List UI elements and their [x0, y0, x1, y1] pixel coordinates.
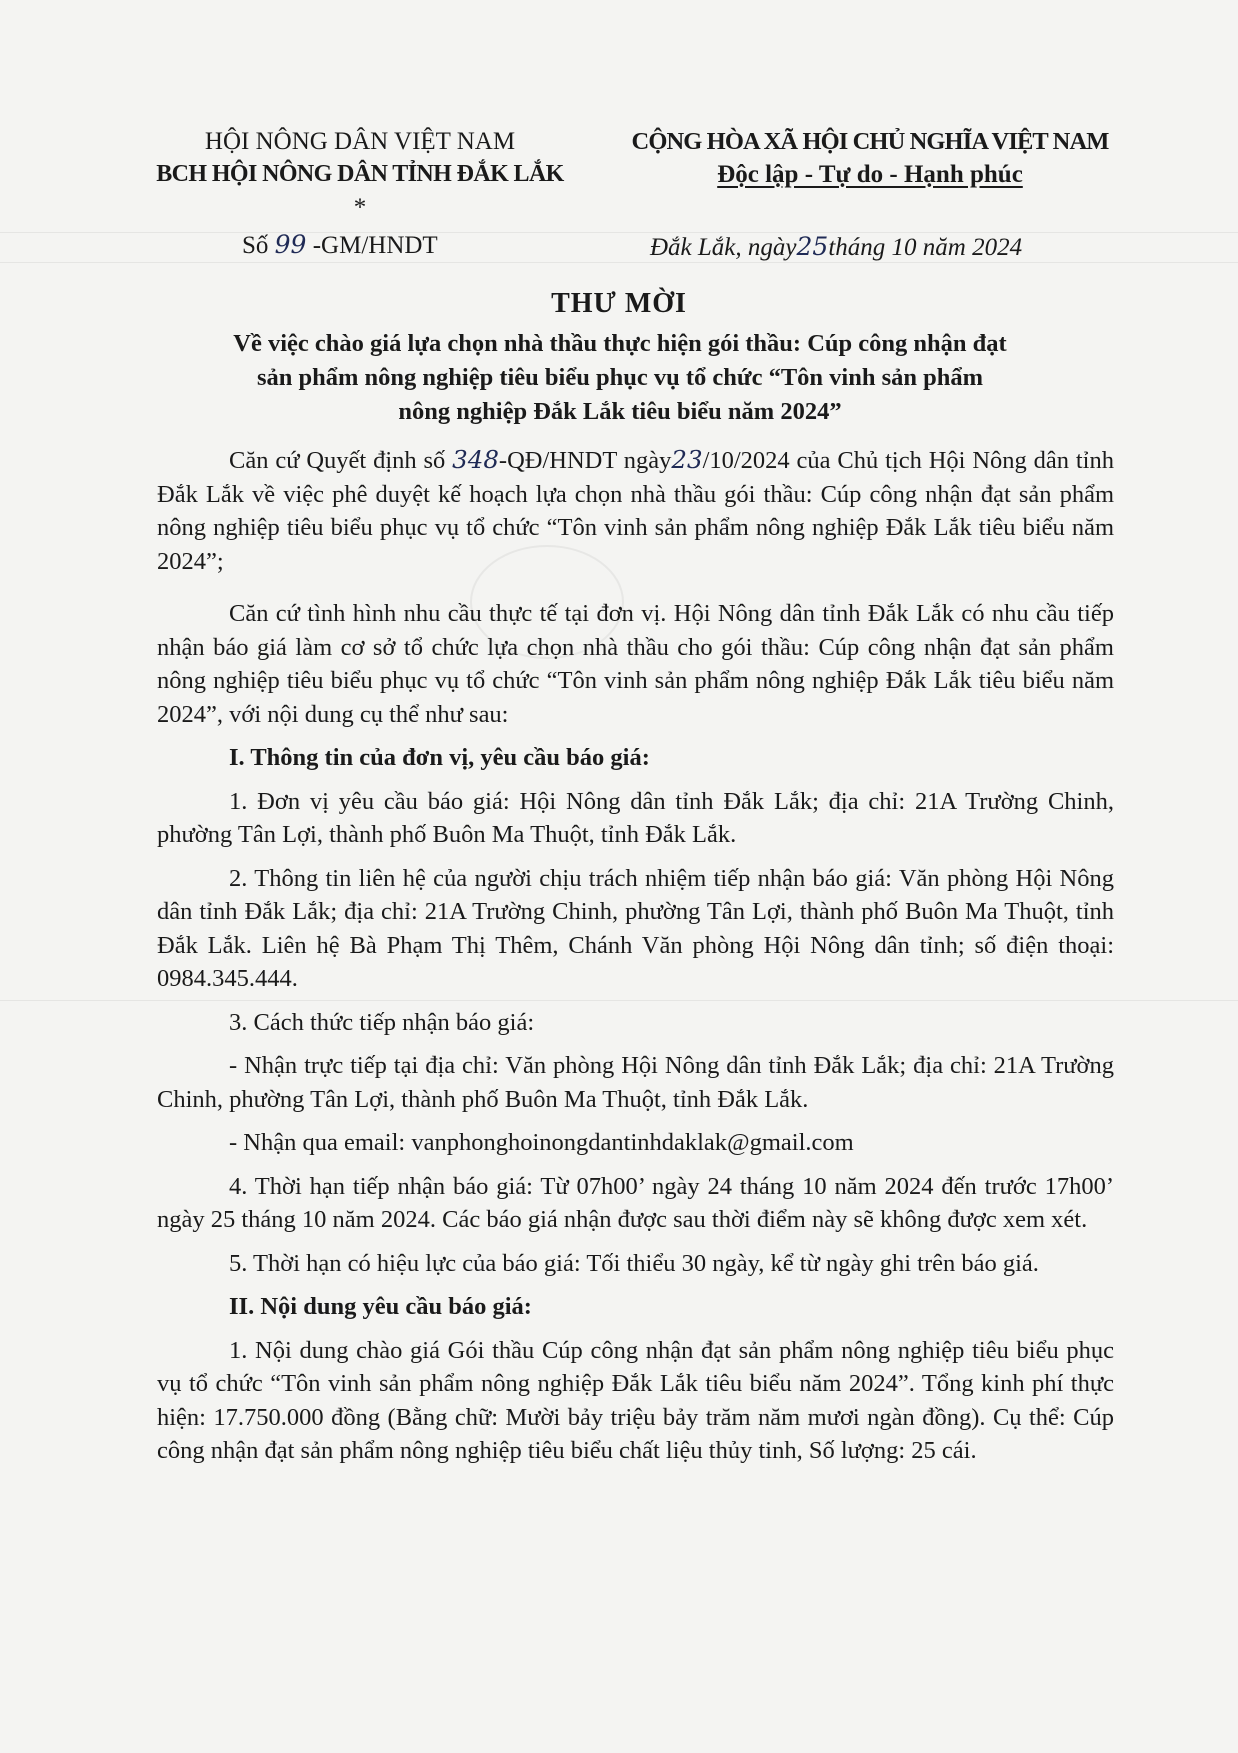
item-requesting-unit: 1. Đơn vị yêu cầu báo giá: Hội Nông dân tỉnh Đắk Lắk; địa chỉ: 21A Trường Chinh, phường Tân Lợi, thành phố Buôn Ma Thuột, tỉnh Đắk Lắk.: [157, 787, 1114, 848]
scan-artifact-line: [0, 232, 1238, 233]
subtitle-line: Về việc chào giá lựa chọn nhà thầu thực hiện gói thầu: Cúp công nhận đạt: [233, 330, 1007, 357]
item-contact-info: 2. Thông tin liên hệ của người chịu trách nhiệm tiếp nhận báo giá: Văn phòng Hội Nông dân tỉnh Đắk Lắk; địa chỉ: 21A Trường Chinh, phường Tân Lợi, thành phố Buôn Ma Thuột, tỉnh Đắk Lắk. Liên hệ Bà Phạm Thị Thêm, Chánh Văn phòng Hội Nông dân tỉnh; số điện thoại: 0984.345.444.: [157, 864, 1114, 992]
p1-handwritten-day: 23: [671, 445, 703, 474]
paragraph-needs: Căn cứ tình hình nhu cầu thực tế tại đơn vị. Hội Nông dân tỉnh Đắk Lắk có nhu cầu tiếp nhận báo giá làm cơ sở tổ chức lựa chọn nhà thầu cho gói thầu: Cúp công nhận đạt sản phẩm nông nghiệp tiêu biểu phục vụ tổ chức “Tôn vinh sản phẩm nông nghiệp Đắk Lắk tiêu biểu năm 2024”, với nội dung cụ thể như sau:: [157, 600, 1114, 728]
country-name: CỘNG HÒA XÃ HỘI CHỦ NGHĨA VIỆT NAM: [631, 128, 1109, 155]
item-receiving-method: 3. Cách thức tiếp nhận báo giá:: [229, 1008, 535, 1036]
date-suffix: tháng 10 năm 2024: [828, 234, 1023, 261]
p1-handwritten-number: 348: [452, 445, 499, 474]
place-date: [650, 232, 1022, 262]
star-mark: *: [353, 194, 367, 221]
document-number: [242, 230, 438, 260]
org-subunit: BCH HỘI NÔNG DÂN TỈNH ĐẮK LẮK: [156, 161, 564, 187]
scan-artifact-line: [0, 262, 1238, 263]
item-deadline: 4. Thời hạn tiếp nhận báo giá: Từ 07h00’ ngày 24 tháng 10 năm 2024 đến trước 17h00’ ngày 25 tháng 10 năm 2024. Các báo giá nhận được sau thời điểm này sẽ không được xem xét.: [157, 1172, 1114, 1233]
item-receive-email: - Nhận qua email: vanphonghoinongdantinhdaklak@gmail.com: [229, 1129, 854, 1156]
document-body: [157, 443, 1114, 1468]
subtitle-line: sản phẩm nông nghiệp tiêu biểu phục vụ tổ chức “Tôn vinh sản phẩm: [256, 364, 984, 391]
number-prefix: Số: [242, 232, 269, 259]
item-quote-content: 1. Nội dung chào giá Gói thầu Cúp công nhận đạt sản phẩm nông nghiệp tiêu biểu phục vụ tổ chức “Tôn vinh sản phẩm nông nghiệp Đắk Lắk tiêu biểu năm 2024”. Tổng kinh phí thực hiện: 17.750.000 đồng (Bằng chữ: Mười bảy triệu bảy trăm năm mươi ngàn đồng). Cụ thể: Cúp công nhận đạt sản phẩm nông nghiệp tiêu biểu chất liệu thủy tinh, Số lượng: 25 cái.: [157, 1336, 1114, 1464]
date-prefix: Đắk Lắk, ngày: [650, 234, 797, 261]
p1-text-b: -QĐ/HNDT ngày: [498, 447, 672, 474]
number-suffix: -GM/HNDT: [312, 232, 438, 259]
section-heading-2: II. Nội dung yêu cầu báo giá:: [229, 1293, 532, 1320]
number-handwritten: 99: [274, 230, 307, 259]
p1-text-a: Căn cứ Quyết định số: [229, 447, 453, 474]
section-heading-1: I. Thông tin của đơn vị, yêu cầu báo giá:: [229, 744, 650, 771]
national-motto-text: Độc lập - Tự do - Hạnh phúc: [717, 161, 1023, 188]
document-subtitle: [100, 327, 1140, 429]
date-handwritten: 25: [796, 232, 829, 261]
document-title: THƯ MỜI: [551, 288, 687, 319]
org-name: HỘI NÔNG DÂN VIỆT NAM: [204, 128, 516, 155]
national-motto: [600, 161, 1140, 189]
paragraph-legal-basis: [157, 443, 1114, 578]
item-receive-direct: - Nhận trực tiếp tại địa chỉ: Văn phòng Hội Nông dân tỉnh Đắk Lắk; địa chỉ: 21A Trường Chinh, phường Tân Lợi, thành phố Buôn Ma Thuột, tỉnh Đắk Lắk.: [157, 1052, 1114, 1113]
subtitle-line: nông nghiệp Đắk Lắk tiêu biểu năm 2024”: [398, 398, 842, 425]
p1-text-c: /10/2024 của Chủ tịch Hội Nông dân tỉnh Đắk Lắk về việc phê duyệt kế hoạch lựa chọn nhà thầu gói thầu: Cúp công nhận đạt sản phẩm nông nghiệp tiêu biểu phục vụ tổ chức “Tôn vinh sản phẩm nông nghiệp Đắk Lắk tiêu biểu năm 2024”;: [157, 447, 1114, 575]
item-validity: 5. Thời hạn có hiệu lực của báo giá: Tối thiểu 30 ngày, kể từ ngày ghi trên báo giá.: [229, 1249, 1039, 1277]
